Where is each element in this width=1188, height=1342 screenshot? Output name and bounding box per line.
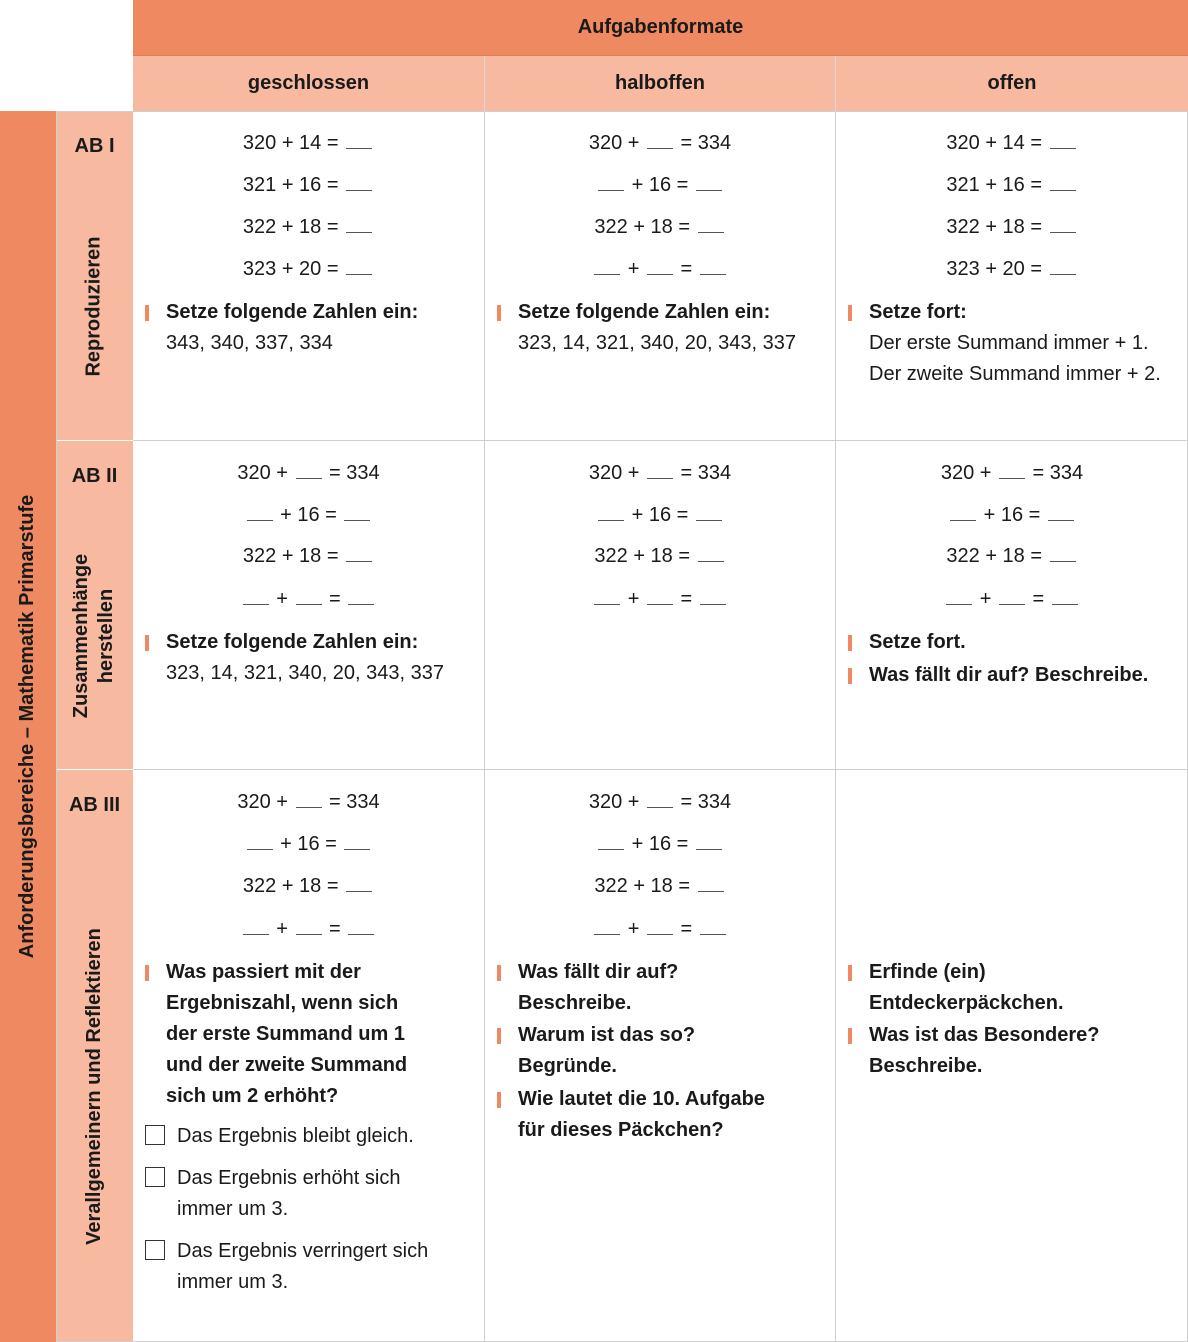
column-header-halboffen: halboffen [485,56,836,111]
side-title: Anforderungsbereiche – Mathematik Primarstufe [16,494,39,959]
equation: 321 + 16 = [133,172,484,197]
equation: 320 + 14 = [836,130,1188,155]
cell-ab3-offen [836,770,1188,1342]
equation: + = [133,916,484,941]
task: Setze fort: Der erste Summand immer + 1. Der zweite Summand immer + 2. [848,297,1180,390]
row-name: Zusammenhänge herstellen [70,553,118,718]
equation: 322 + 18 = [133,873,484,898]
equation: 322 + 18 = [485,214,835,239]
option-label: Das Ergebnis bleibt gleich. [177,1125,414,1147]
equation: + = [485,916,835,941]
equation: + = [836,586,1188,611]
bullet-marker [145,635,149,651]
row-label-ab1 [56,111,133,441]
bullet-marker [848,635,852,651]
equation: 321 + 16 = [836,172,1188,197]
equation: 320 + = 334 [588,791,732,813]
equation: 322 + 18 = [836,214,1188,239]
equation: + 16 = [133,831,484,856]
equation: 323 + 20 = [133,256,484,281]
task: Setze folgende Zahlen ein: 343, 340, 337, 334 [145,297,476,359]
level-label: AB II [71,465,118,487]
equation: 320 + = 334 [237,791,380,813]
side-band [0,111,56,1342]
cell-ab1-geschlossen [133,111,485,441]
task: Was ist das Besondere? Beschreibe. [848,1020,1180,1082]
task: Was fällt dir auf? Beschreibe. [497,957,827,1019]
equation: 320 + = 334 [237,462,380,484]
task: Setze folgende Zahlen ein: 323, 14, 321, 340, 20, 343, 337 [145,627,476,689]
equation: 322 + 18 = [485,873,835,898]
option-label: Das Ergebnis verringert sich immer um 3. [177,1240,429,1293]
equation: + 16 = [485,502,835,527]
equation: 320 + = 334 [940,462,1084,484]
task: Wie lautet die 10. Aufgabe für dieses Päckchen? [497,1084,827,1146]
bullet-marker [497,305,501,321]
equation: 322 + 18 = [133,543,484,568]
column-header-geschlossen: geschlossen [133,56,485,111]
option-row[interactable] [145,1163,476,1225]
bullet-marker [497,965,501,981]
column-header-offen: offen [836,56,1188,111]
cell-ab1-halboffen [485,111,836,441]
bullet-marker [145,305,149,321]
equation: + 16 = [836,502,1188,527]
checkbox[interactable] [145,1240,165,1260]
task: Was passiert mit der Ergebniszahl, wenn sich der erste Summand um 1 und der zweite Summand sich um 2 erhöht? [145,957,476,1112]
header-title: Aufgabenformate [133,0,1188,56]
task: Setze fort. [848,627,1180,658]
equation: + = [485,256,835,281]
task: Erfinde (ein) Entdeckerpäckchen. [848,957,1180,1019]
cell-ab3-geschlossen [133,770,485,1342]
checkbox[interactable] [145,1167,165,1187]
bullet-marker [497,1092,501,1108]
equation: 322 + 18 = [836,543,1188,568]
level-label: AB I [74,135,115,157]
equation: + 16 = [485,831,835,856]
equation: 322 + 18 = [133,214,484,239]
equation: + = [485,586,835,611]
equation: 323 + 20 = [836,256,1188,281]
row-name: Reproduzieren [83,235,105,377]
equation: + 16 = [133,502,484,527]
equation: 320 + = 334 [588,462,732,484]
bullet-marker [848,305,852,321]
equation: 322 + 18 = [485,543,835,568]
cell-ab3-halboffen [485,770,836,1342]
bullet-marker [848,1028,852,1044]
cell-ab2-offen [836,441,1188,770]
option-row[interactable] [145,1121,476,1152]
cell-ab2-halboffen [485,441,836,770]
checkbox[interactable] [145,1125,165,1145]
cell-ab1-offen [836,111,1188,441]
equation: + 16 = [485,172,835,197]
task: Warum ist das so? Begründe. [497,1020,827,1082]
bullet-marker [497,1028,501,1044]
equation: 320 + 14 = [133,130,484,155]
level-label: AB III [68,794,121,816]
bullet-marker [848,965,852,981]
option-row[interactable] [145,1236,476,1298]
equation: 320 + = 334 [588,132,732,154]
task: Was fällt dir auf? Beschreibe. [848,660,1180,691]
row-label-ab3 [56,770,133,1342]
option-label: Das Ergebnis erhöht sich immer um 3. [177,1167,401,1220]
bullet-marker [145,965,149,981]
cell-ab2-geschlossen [133,441,485,770]
row-name: Verallgemeinern und Reflektieren [83,927,105,1245]
bullet-marker [848,668,852,684]
equation: + = [133,586,484,611]
task: Setze folgende Zahlen ein: 323, 14, 321, 340, 20, 343, 337 [497,297,827,359]
row-label-ab2 [56,441,133,770]
